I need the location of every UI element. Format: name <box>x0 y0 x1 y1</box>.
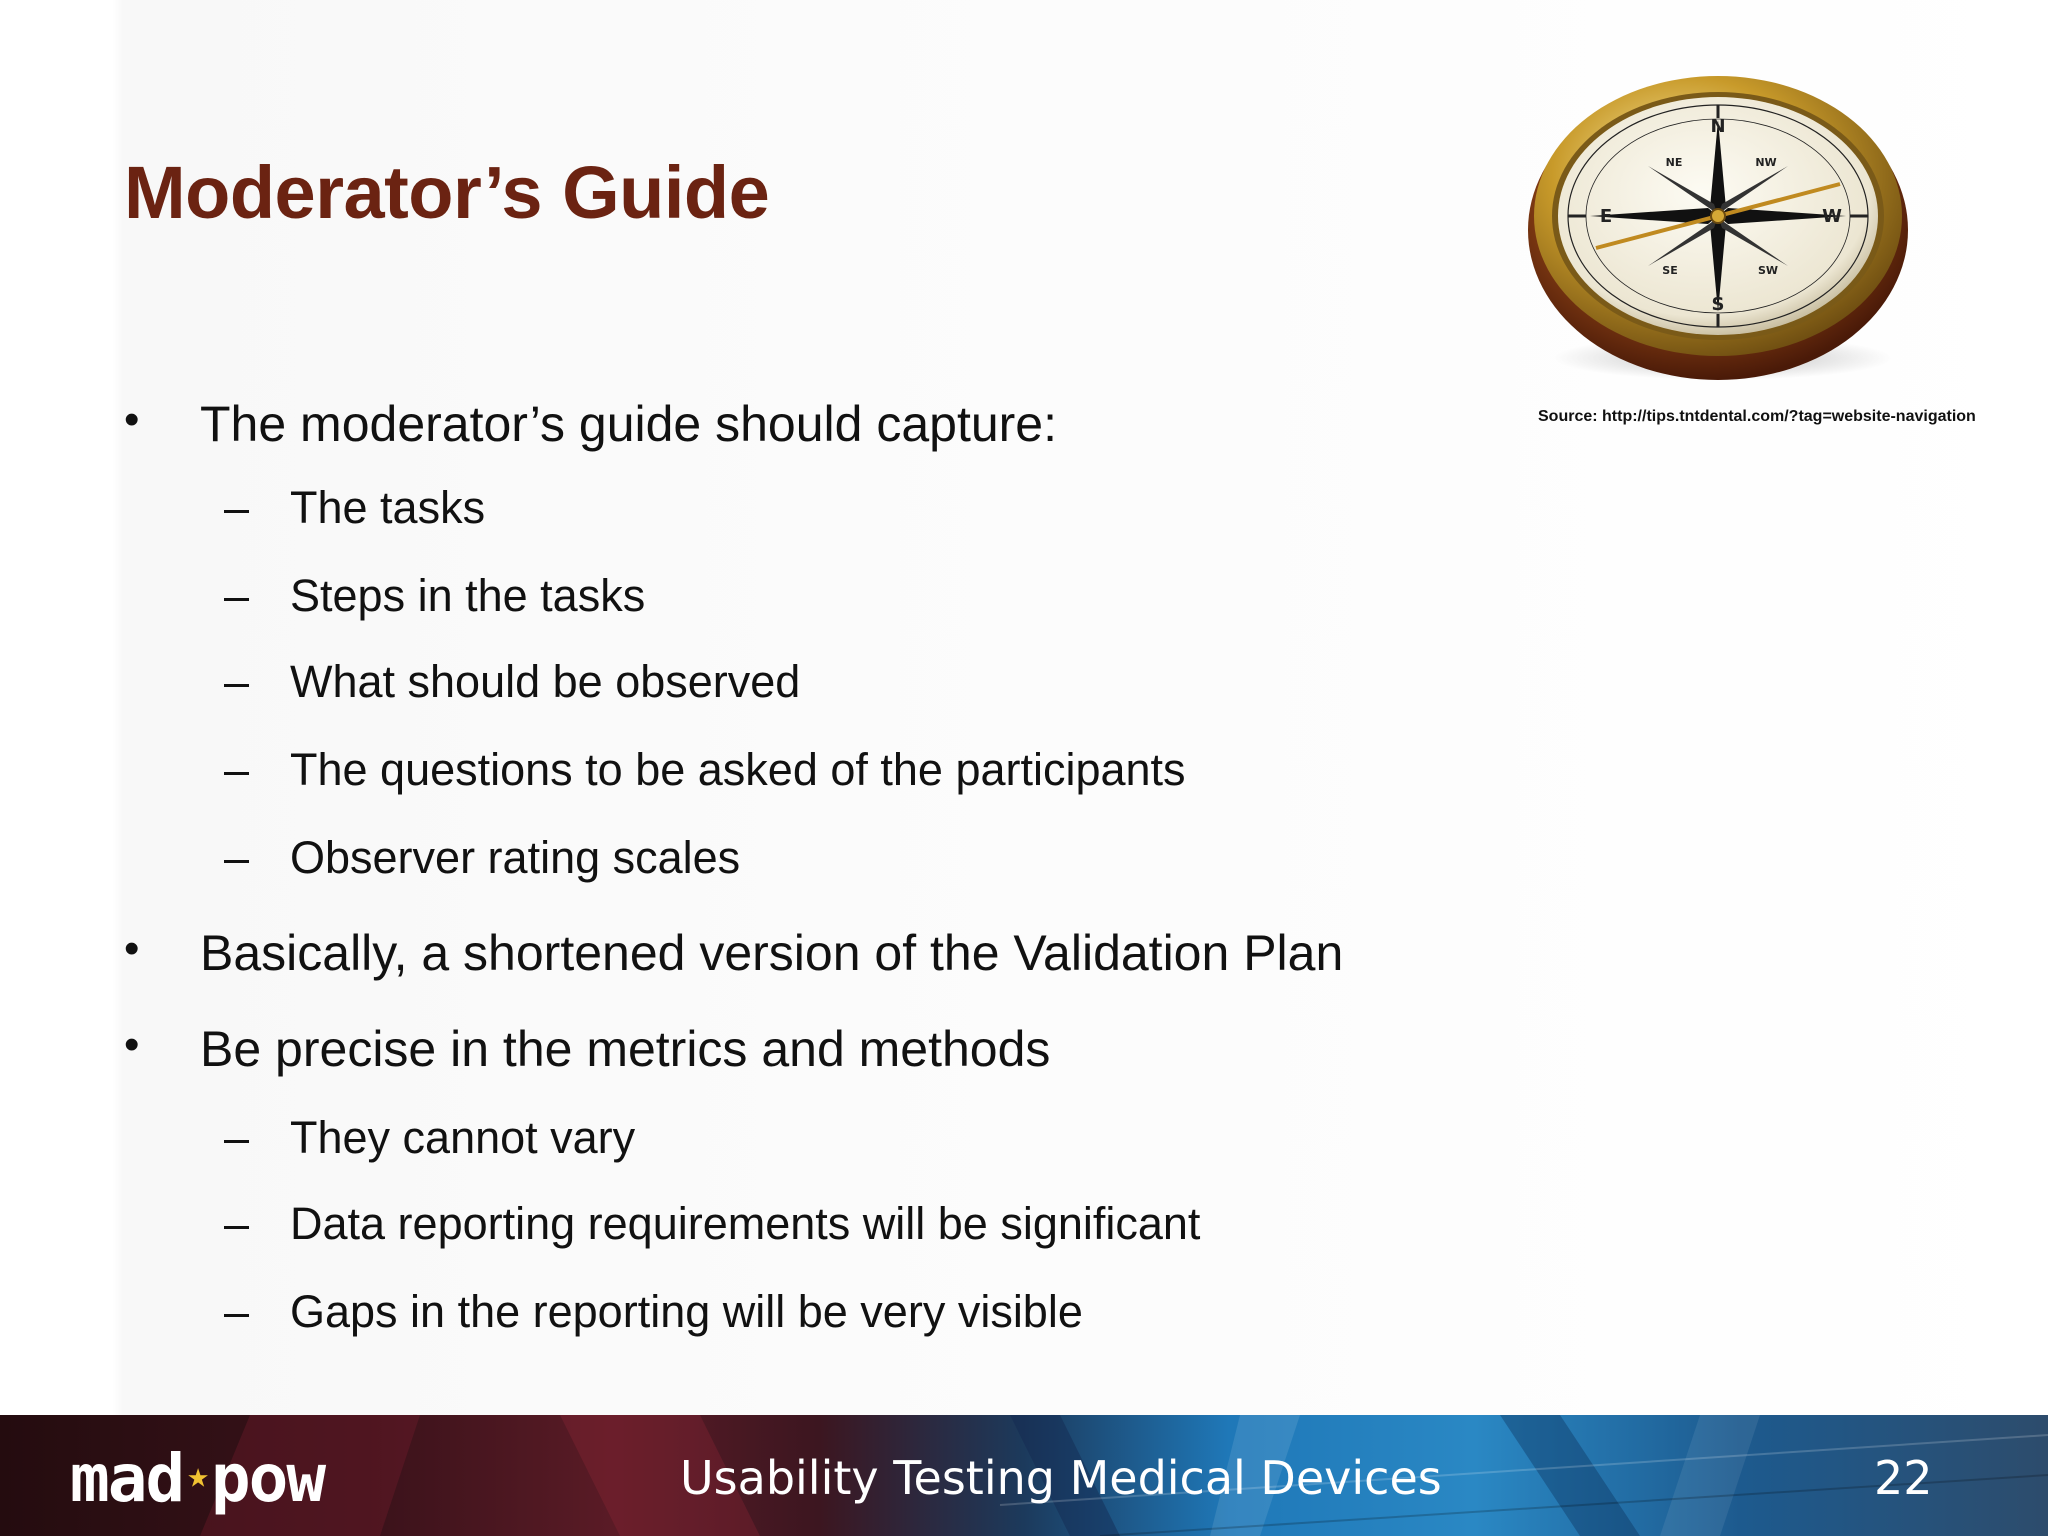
page-number: 22 <box>1874 1451 1933 1505</box>
sub-bullet-text: What should be observed <box>290 656 801 707</box>
sub-bullet-text: Data reporting requirements will be significant <box>290 1198 1201 1249</box>
madpow-logo <box>70 1440 325 1517</box>
sub-bullet-text: The tasks <box>290 482 486 533</box>
compass-nw-label: NW <box>1755 156 1777 169</box>
bullet-mark: • <box>124 395 140 444</box>
compass-icon <box>1518 58 1918 398</box>
dash-mark: – <box>224 1198 250 1249</box>
footer-bar <box>0 1415 2048 1536</box>
dash-mark: – <box>224 1286 250 1337</box>
dash-mark: – <box>224 832 250 883</box>
sub-bullet-text: Gaps in the reporting will be very visible <box>290 1286 1083 1337</box>
sub-bullet-text: They cannot vary <box>290 1112 636 1163</box>
compass-e-label: E <box>1599 206 1613 227</box>
image-source-caption: Source: http://tips.tntdental.com/?tag=website-navigation <box>1538 408 1976 425</box>
sub-bullet-text: The questions to be asked of the participants <box>290 744 1186 795</box>
compass-n-label: N <box>1710 116 1726 137</box>
bullet-text: The moderator’s guide should capture: <box>200 396 1058 452</box>
dash-mark: – <box>224 656 250 707</box>
compass-s-label: S <box>1711 294 1725 315</box>
bullet-mark: • <box>124 924 140 973</box>
sub-bullet-text: Steps in the tasks <box>290 570 646 621</box>
bullet-text: Basically, a shortened version of the Validation Plan <box>200 925 1344 981</box>
compass-w-label: W <box>1822 206 1842 227</box>
dash-mark: – <box>224 744 250 795</box>
dash-mark: – <box>224 570 250 621</box>
logo-text-left: mad <box>70 1440 184 1517</box>
logo-text-right: pow <box>210 1440 325 1517</box>
star-icon: ★ <box>187 1455 207 1496</box>
compass-ne-label: NE <box>1665 156 1683 169</box>
compass-se-label: SE <box>1662 264 1678 277</box>
dash-mark: – <box>224 482 250 533</box>
compass-sw-label: SW <box>1757 264 1779 277</box>
bullet-mark: • <box>124 1020 140 1069</box>
dash-mark: – <box>224 1112 250 1163</box>
footer-title: Usability Testing Medical Devices <box>680 1451 1442 1505</box>
sub-bullet-text: Observer rating scales <box>290 832 741 883</box>
slide-title: Moderator’s Guide <box>124 151 770 234</box>
bullet-text: Be precise in the metrics and methods <box>200 1021 1051 1077</box>
compass-image <box>1518 58 1918 398</box>
